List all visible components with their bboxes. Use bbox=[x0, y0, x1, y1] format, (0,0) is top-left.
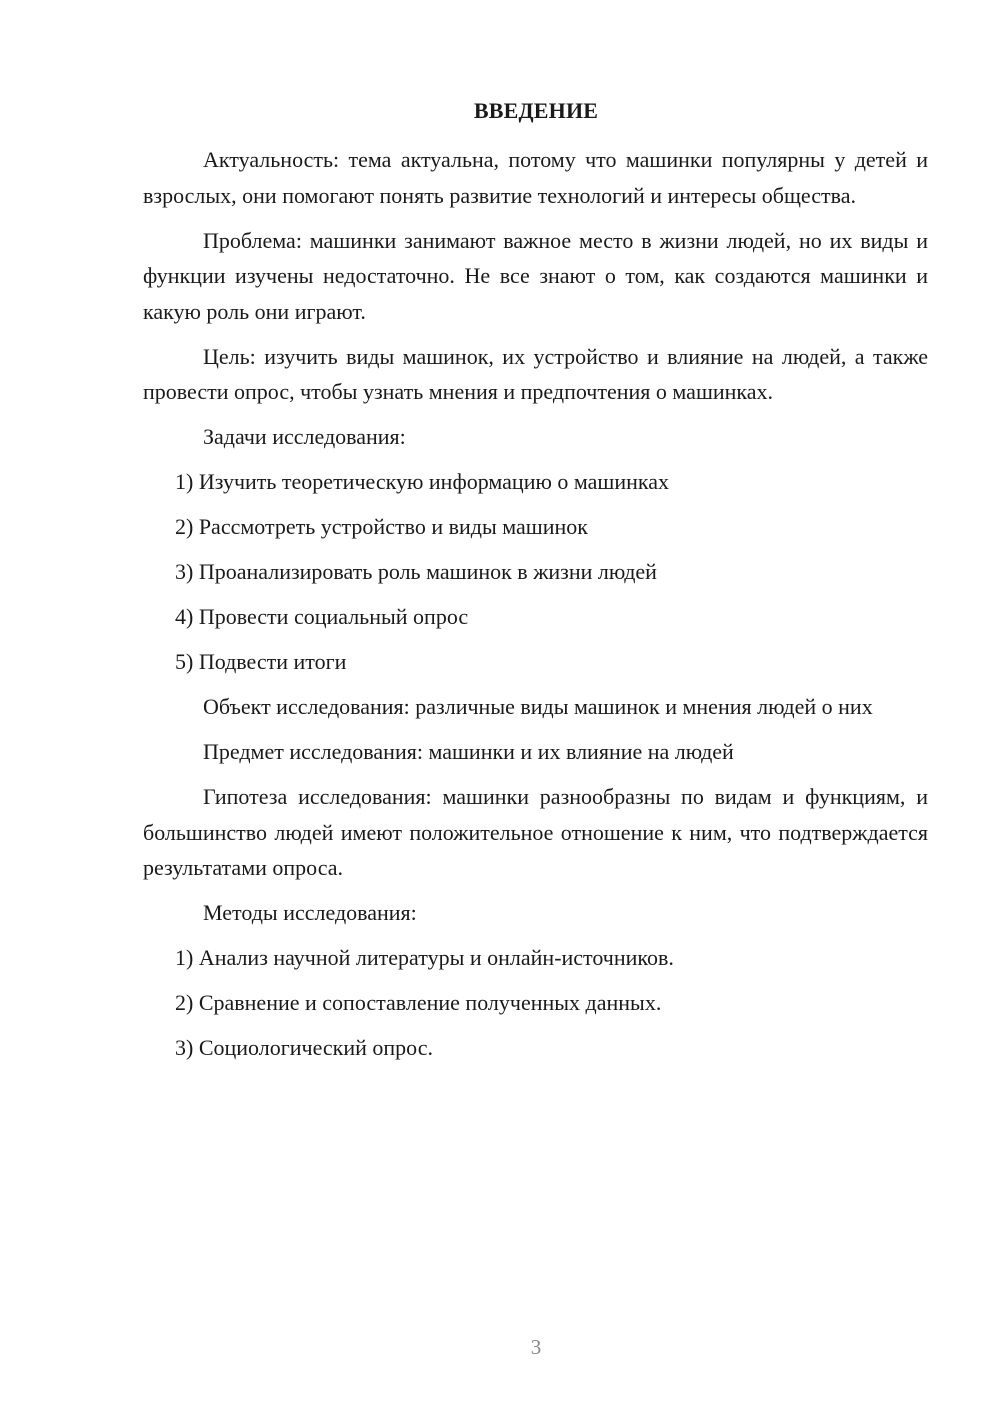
list-item: 2) Сравнение и сопоставление полученных данных. bbox=[175, 990, 662, 1015]
paragraph-problem: Проблема: машинки занимают важное место в жизни людей, но их виды и функции изучены недостаточно. Не все знают о том, как создаются машинки и какую роль они играют. bbox=[143, 227, 928, 324]
paragraph-goal: Цель: изучить виды машинок, их устройство и влияние на людей, а также провести опрос, чтобы узнать мнения и предпочтения о машинках. bbox=[143, 343, 928, 404]
list-item: 1) Изучить теоретическую информацию о машинках bbox=[175, 469, 670, 494]
paragraph-relevance: Актуальность: тема актуальна, потому что машинки популярны у детей и взрослых, они помогают понять развитие технологий и интересы общества. bbox=[143, 147, 928, 208]
paragraph-methods-title: Методы исследования: bbox=[203, 900, 417, 925]
tasks-list bbox=[143, 464, 928, 680]
section-heading: ВВЕДЕНИЕ bbox=[473, 98, 599, 123]
document-body bbox=[143, 142, 928, 1075]
list-item: 2) Рассмотреть устройство и виды машинок bbox=[175, 514, 588, 539]
paragraph-subject: Предмет исследования: машинки и их влияние на людей bbox=[203, 739, 734, 764]
paragraph-hypothesis: Гипотеза исследования: машинки разнообразны по видам и функциям, и большинство людей имеют положительное отношение к ним, что подтверждается результатами опроса. bbox=[143, 784, 928, 880]
list-item: 3) Проанализировать роль машинок в жизни людей bbox=[175, 559, 657, 584]
paragraph-tasks-title: Задачи исследования: bbox=[203, 424, 406, 449]
list-item: 1) Анализ научной литературы и онлайн-источников. bbox=[175, 945, 674, 970]
list-item: 4) Провести социальный опрос bbox=[175, 604, 469, 629]
list-item: 5) Подвести итоги bbox=[175, 649, 347, 674]
methods-list bbox=[143, 940, 928, 1066]
list-item: 3) Социологический опрос. bbox=[175, 1035, 433, 1060]
paragraph-object: Объект исследования: различные виды машинок и мнения людей о них bbox=[203, 694, 873, 719]
page-number: 3 bbox=[530, 1335, 542, 1359]
